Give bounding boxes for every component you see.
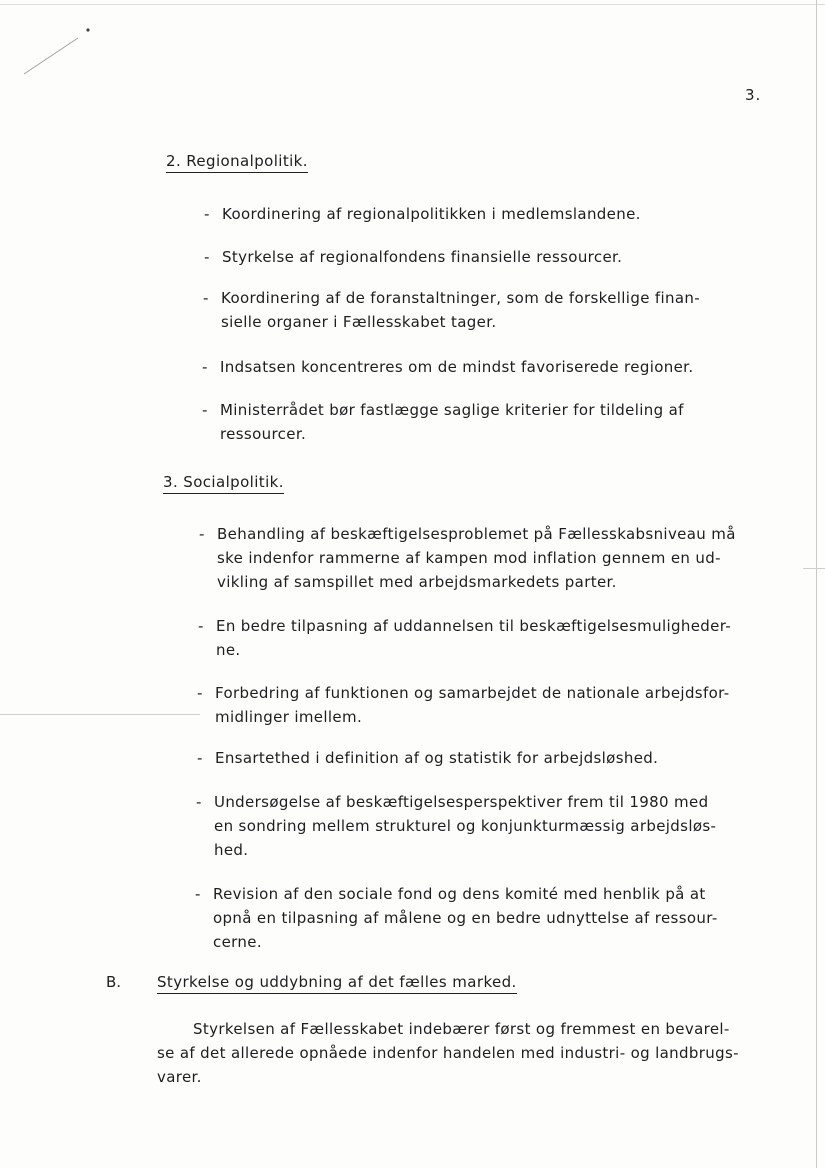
scan-artifact-line-right [803,568,825,569]
list-item-line: Undersøgelse af beskæftigelsesperspektiver frem til 1980 med [214,793,709,811]
list-item-line: Ministerrådet bør fastlægge saglige kriterier for tildeling af [220,401,684,419]
list-dash: - [195,885,201,903]
list-item [196,790,717,862]
list-item-line: Koordinering af de foranstaltninger, som de forskellige finan- [221,289,701,307]
list-item-line: sielle organer i Fællesskabet tager. [221,313,497,331]
list-dash: - [202,401,208,419]
list-item-line: Koordinering af regionalpolitikken i medlemslandene. [222,205,641,223]
list-item-line: hed. [214,841,249,859]
list-item-line: En bedre tilpasning af uddannelsen til beskæftigelsesmuligheder- [216,617,732,635]
list-item-line: Behandling af beskæftigelsesproblemet på Fællesskabsniveau må [217,525,736,543]
list-item-line: Ensartethed i definition af og statistik for arbejdsløshed. [215,749,659,767]
list-item-line: vikling af samspillet med arbejdsmarkedets parter. [217,573,617,591]
list-item [204,202,641,226]
list-item-line: cerne. [213,933,262,951]
list-item-line: Forbedring af funktionen og samarbejdet de nationale arbejdsfor- [215,684,730,702]
list-item-line: Indsatsen koncentreres om de mindst favoriserede regioner. [220,358,694,376]
list-dash: - [197,749,203,767]
list-item-line: en sondring mellem strukturel og konjunkturmæssig arbejdsløs- [214,817,717,835]
list-dash: - [198,617,204,635]
list-item [197,746,659,770]
list-item [202,398,684,446]
corner-pencil-mark [22,26,92,76]
list-item-line: midlinger imellem. [215,708,363,726]
list-dash: - [203,289,209,307]
scan-edge-right [816,0,817,1168]
list-dash: - [204,205,210,223]
list-item [203,286,701,334]
list-item-line: ressourcer. [220,425,307,443]
section-b-letter: B. [106,973,122,991]
list-item [197,681,730,729]
list-dash: - [199,525,205,543]
list-dash: - [196,793,202,811]
scan-artifact-line [0,714,200,715]
section-b-heading: Styrkelse og uddybning af det fælles marked. [157,973,517,994]
paragraph-line: varer. [157,1068,202,1086]
page-number: 3. [745,86,762,104]
list-item [199,522,736,594]
list-item-line: Revision af den sociale fond og dens komité med henblik på at [213,885,706,903]
list-item [195,882,718,954]
section-b-paragraph [157,1017,739,1089]
paragraph-line: Styrkelsen af Fællesskabet indebærer først og fremmest en bevarel- [193,1020,730,1038]
paragraph-line: se af det allerede opnåede indenfor handelen med industri- og landbrugs- [157,1044,739,1062]
list-item-line: Styrkelse af regionalfondens finansielle ressourcer. [222,248,623,266]
list-item-line: opnå en tilpasning af målene og en bedre udnyttelse af ressour- [213,909,718,927]
list-item-line: ske indenfor rammerne af kampen mod inflation gennem en ud- [217,549,721,567]
section-3-heading: 3. Socialpolitik. [163,473,284,494]
list-dash: - [204,248,210,266]
list-item-line: ne. [216,641,241,659]
list-item [204,245,623,269]
list-dash: - [202,358,208,376]
list-dash: - [197,684,203,702]
list-item [202,355,694,379]
section-2-heading: 2. Regionalpolitik. [166,152,308,173]
list-item [198,614,732,662]
scan-edge-top [0,4,825,5]
